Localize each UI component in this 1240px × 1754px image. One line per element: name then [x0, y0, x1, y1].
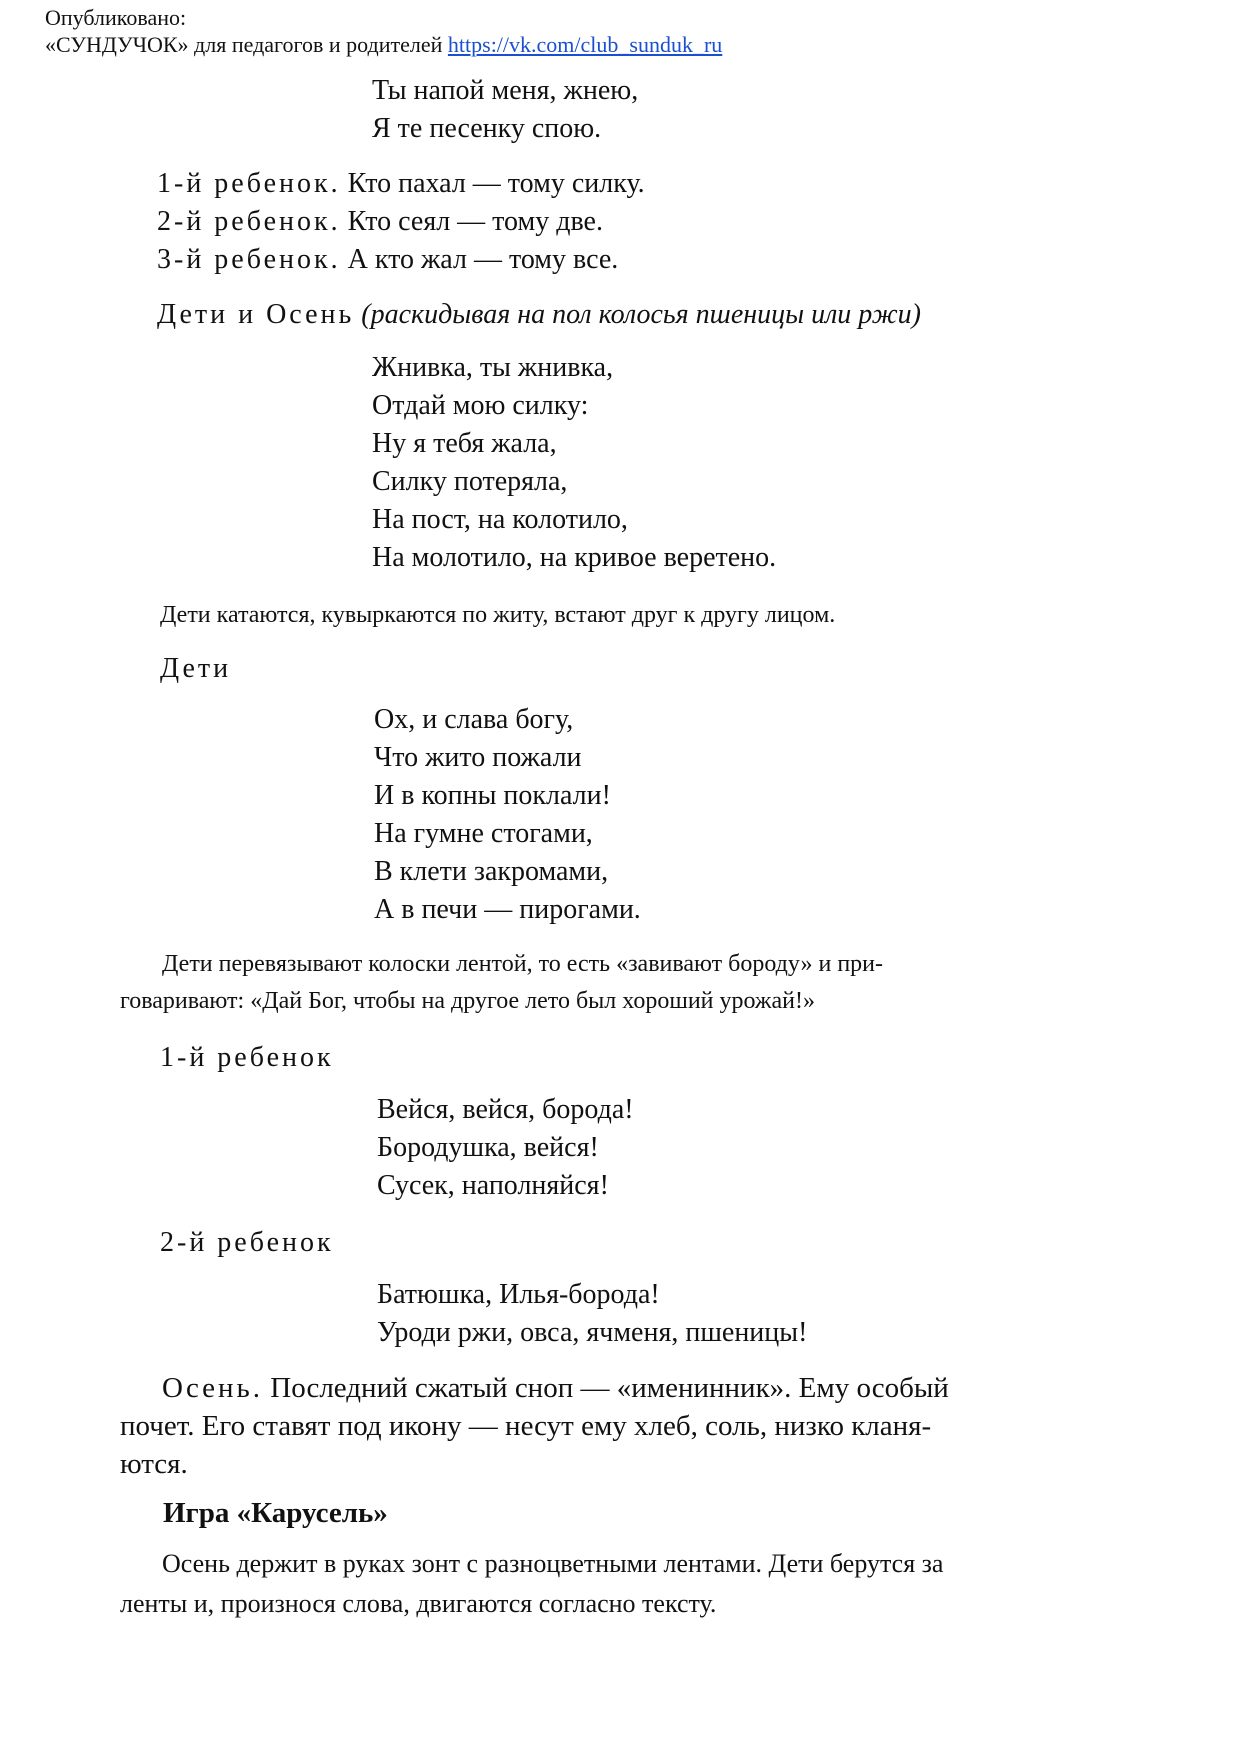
speaker-children: Дети	[160, 653, 232, 684]
stage-direction-2	[120, 946, 883, 1020]
verse-line: Что жито пожали	[374, 742, 582, 773]
para-line: ются.	[120, 1448, 188, 1480]
stage-line: говаривают: «Дай Бог, чтобы на другое лето был хороший урожай!»	[120, 988, 815, 1014]
section-heading: Игра «Карусель»	[163, 1497, 388, 1529]
stage-direction-1: Дети катаются, кувыркаются по житу, встают друг к другу лицом.	[160, 602, 836, 628]
speaker-label: Осень.	[162, 1372, 264, 1404]
dialog-line-3	[157, 241, 618, 279]
dialog-text: Кто пахал — тому силку.	[347, 168, 645, 199]
published-label: Опубликовано:	[45, 5, 187, 30]
verse-line: На молотило, на кривое веретено.	[372, 542, 777, 573]
para-line	[120, 1369, 1100, 1407]
verse-line: Ох, и слава богу,	[374, 704, 574, 735]
verse-block-3	[374, 701, 641, 929]
verse-line: В клети закромами,	[374, 856, 609, 887]
verse-block-1	[372, 72, 638, 148]
verse-line: А в печи — пирогами.	[374, 894, 641, 925]
dialog-line-1	[157, 165, 645, 203]
dialog-line-2	[157, 203, 603, 241]
speaker-label: 3-й ребенок.	[157, 244, 341, 275]
para-line: почет. Его ставят под икону — несут ему хлеб, соль, низко кланя-	[120, 1410, 932, 1442]
stage-direction: (раскидывая на пол колосья пшеницы или ржи)	[361, 299, 921, 330]
verse-line: На пост, на колотило,	[372, 504, 628, 535]
stage-line: Дети перевязывают колоски лентой, то есть «завивают бороду» и при-	[162, 951, 884, 977]
para-line: ленты и, произнося слова, двигаются согласно тексту.	[120, 1589, 717, 1618]
verse-line: Силку потеряла,	[372, 466, 568, 497]
autumn-paragraph	[120, 1369, 1100, 1483]
verse-block-5	[377, 1276, 807, 1352]
verse-line: Вейся, вейся, борода!	[377, 1094, 634, 1125]
source-link[interactable]: https://vk.com/club_sunduk_ru	[447, 32, 723, 57]
verse-line: Ну я тебя жала,	[372, 428, 557, 459]
publication-header	[45, 4, 722, 58]
speaker-label: 2-й ребенок.	[157, 206, 341, 237]
verse-block-2	[372, 349, 776, 577]
verse-line: Уроди ржи, овса, ячменя, пшеницы!	[377, 1317, 808, 1348]
verse-line: На гумне стогами,	[374, 818, 593, 849]
verse-line: Батюшка, Илья-борода!	[377, 1279, 660, 1310]
source-line	[45, 31, 722, 58]
verse-line: И в копны поклали!	[374, 780, 611, 811]
verse-line: Жнивка, ты жнивка,	[372, 352, 614, 383]
game-paragraph	[120, 1544, 1100, 1624]
verse-line: Сусек, наполняйся!	[377, 1170, 609, 1201]
dialog-text: Кто сеял — тому две.	[347, 206, 603, 237]
speaker-children-autumn	[157, 296, 921, 334]
speaker-label: Дети и Осень	[157, 299, 355, 330]
verse-block-4	[377, 1091, 634, 1205]
source-text: «СУНДУЧОК» для педагогов и родителей	[45, 32, 443, 57]
speaker-child-1: 1-й ребенок	[160, 1042, 334, 1073]
speaker-child-2: 2-й ребенок	[160, 1227, 334, 1258]
para-line: Осень держит в руках зонт с разноцветными лентами. Дети берутся за	[162, 1549, 944, 1578]
speaker-label: 1-й ребенок.	[157, 168, 341, 199]
verse-line: Ты напой меня, жнею,	[372, 75, 639, 106]
para-text: Последний сжатый сноп — «именинник». Ему особый	[270, 1372, 949, 1404]
verse-line: Отдай мою силку:	[372, 390, 589, 421]
verse-line: Бородушка, вейся!	[377, 1132, 599, 1163]
verse-line: Я те песенку спою.	[372, 113, 602, 144]
dialog-text: А кто жал — тому все.	[347, 244, 619, 275]
